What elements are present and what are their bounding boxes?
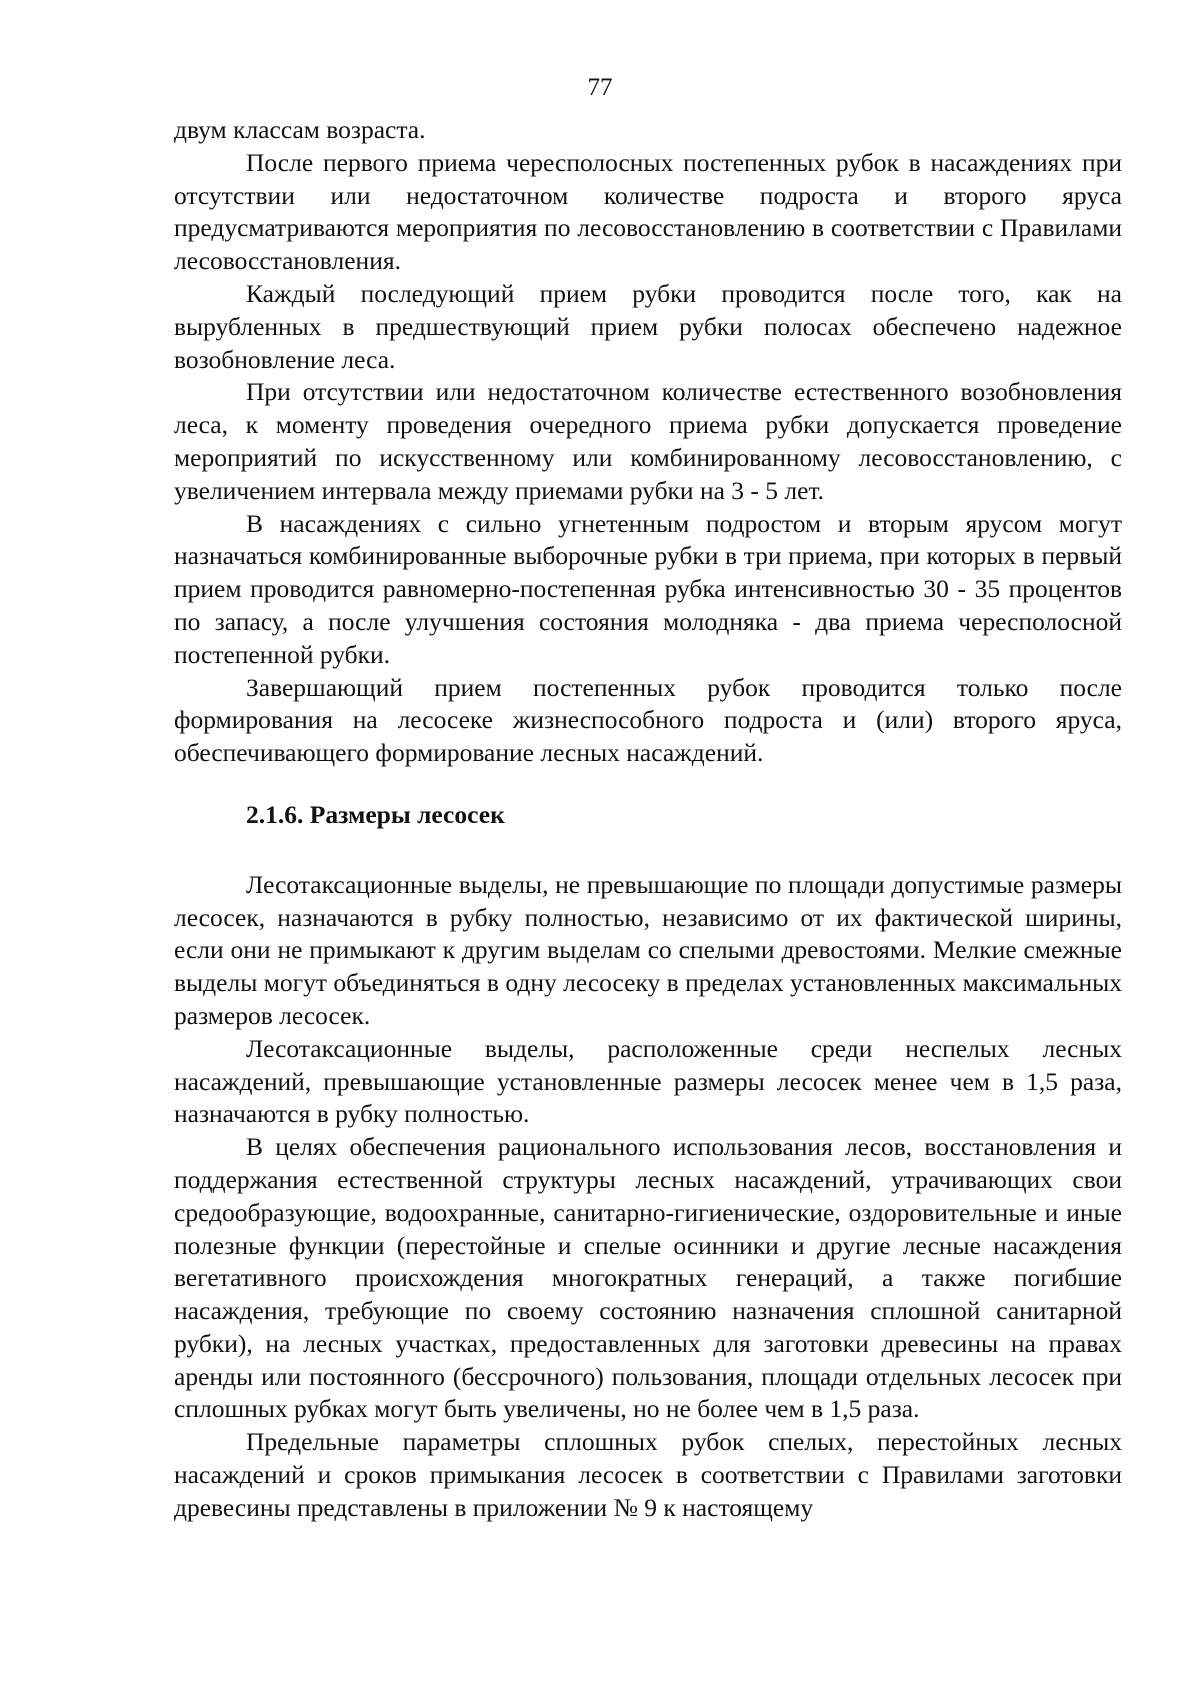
paragraph-insufficient-regeneration: При отсутствии или недостаточном количестве естественного возобновления леса, к моменту проведения очередного приема рубки допускается проведение мероприятий по искусственному или комбинированному лесовосстановлению, с увеличением интервала между приемами рубки на 3 - 5 лет. [174,377,1122,505]
page-number: 77 [587,74,613,101]
paragraph-combined-cutting: В насаждениях с сильно угнетенным подростом и вторым ярусом могут назначаться комбинированные выборочные рубки в три приема, при которых в первый прием проводится равномерно-постепенная рубка интенсивностью 30 - 35 процентов по запасу, а после улучшения состояния молодняка - два приема чересполосной постепенной рубки. [174,508,1122,669]
paragraph-strip-cutting-first-stage: После первого приема чересполосных постепенных рубок в насаждениях при отсутствии или недостаточном количестве подроста и второго яруса предусматриваются мероприятия по лесовосстановлению в соответствии с Правилами лесовосстановления. [174,147,1122,276]
paragraph-allotment-size: Лесотаксационные выделы, не превышающие по площади допустимые размеры лесосек, назначаются в рубку полностью, независимо от их фактической ширины, если они не примыкают к другим выделам со спелыми древостоями. Мелкие смежные выделы могут объединяться в одну лесосеку в пределах установленных максимальных размеров лесосек. [174,869,1122,1030]
section-heading: 2.1.6. Размеры лесосек [246,799,505,829]
paragraph-continuation: двум классам возраста. [174,115,426,144]
paragraph-subsequent-stage: Каждый последующий прием рубки проводится после того, как на вырубленных в предшествующий прием рубки полосах обеспечено надежное возобновление леса. [174,278,1122,374]
paragraph-immature-stands: Лесотаксационные выделы, расположенные среди неспелых лесных насаждений, превышающие установленные размеры лесосек менее чем в 1,5 раза, назначаются в рубку полностью. [174,1033,1122,1129]
document-body [174,114,1122,1525]
paragraph-limit-parameters: Предельные параметры сплошных рубок спелых, перестойных лесных насаждений и сроков примыкания лесосек в соответствии с Правилами заготовки древесины представлены в приложении № 9 к настоящему [174,1427,1122,1522]
paragraph-rational-use: В целях обеспечения рационального использования лесов, восстановления и поддержания естественной структуры лесных насаждений, утрачивающих свои средообразующие, водоохранные, санитарно-гигиенические, оздоровительные и иные полезные функции (перестойные и спелые осинники и другие лесные насаждения вегетативного происхождения многократных генераций, а также погибшие насаждения, требующие по своему состоянию назначения сплошной санитарной рубки), на лесных участках, предоставленных для заготовки древесины на правах аренды или постоянного (бессрочного) пользования, площади отдельных лесосек при сплошных рубках могут быть увеличены, но не более чем в 1,5 раза. [174,1132,1122,1424]
paragraph-final-stage: Завершающий прием постепенных рубок проводится только после формирования на лесосеке жизнеспособного подроста и (или) второго яруса, обеспечивающего формирование лесных насаждений. [174,672,1122,768]
